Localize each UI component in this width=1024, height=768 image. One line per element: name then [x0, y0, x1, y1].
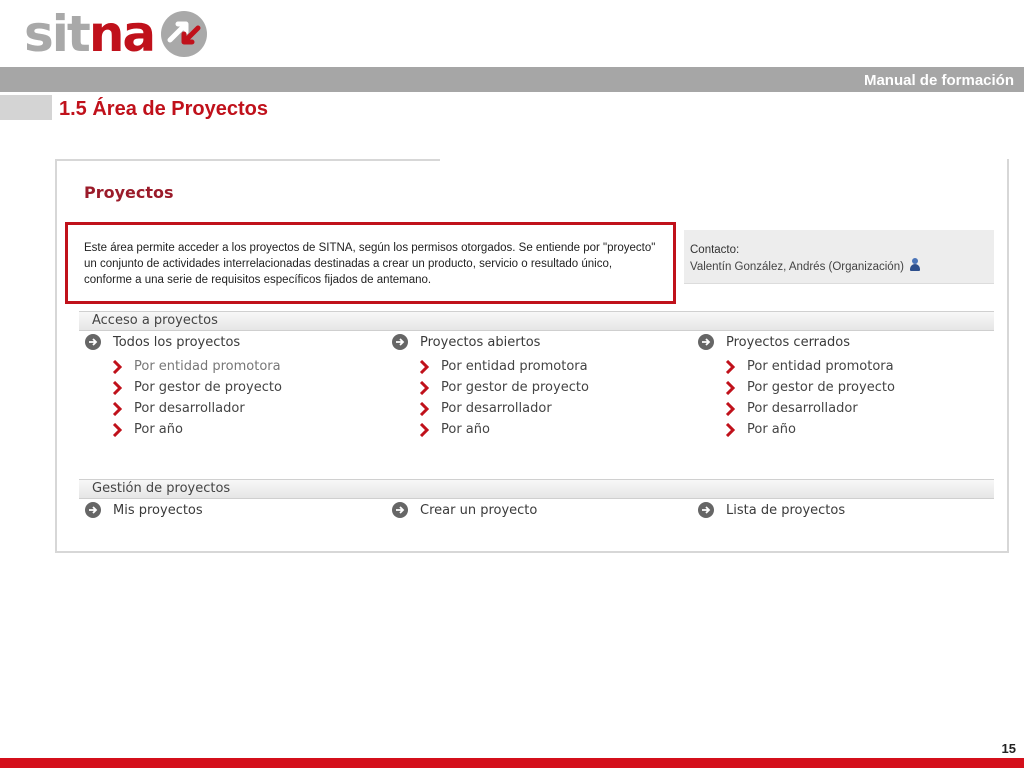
- chevron-right-icon: [725, 402, 735, 416]
- logo-text-red: na: [88, 5, 155, 63]
- chevron-right-icon: [112, 423, 122, 437]
- circle-arrow-icon: [698, 334, 714, 350]
- chevron-right-icon: [112, 402, 122, 416]
- project-list-link[interactable]: [698, 500, 998, 520]
- contact-person-link[interactable]: Valentín González, Andrés (Organización): [690, 261, 904, 273]
- logo-text-grey: sit: [24, 5, 89, 63]
- col-open-projects: [392, 332, 692, 440]
- footer-bar: [0, 758, 1024, 768]
- person-icon[interactable]: [910, 258, 920, 271]
- page-number: 15: [1001, 741, 1016, 756]
- all-by-manager-link[interactable]: [112, 377, 385, 398]
- open-by-promoter-link[interactable]: [419, 356, 692, 377]
- closed-by-manager-link[interactable]: [725, 377, 998, 398]
- circle-arrow-icon: [698, 502, 714, 518]
- my-projects-link[interactable]: [85, 500, 385, 520]
- all-by-developer-link[interactable]: [112, 398, 385, 419]
- closed-by-year-link[interactable]: [725, 419, 998, 440]
- col-closed-projects: [698, 332, 998, 440]
- contact-box: [684, 230, 994, 284]
- page-title: 1.5 Área de Proyectos: [59, 98, 268, 120]
- all-by-promoter-link[interactable]: [112, 356, 385, 377]
- all-by-year-link[interactable]: [112, 419, 385, 440]
- closed-by-developer-link[interactable]: [725, 398, 998, 419]
- frame-top-border: [57, 159, 440, 161]
- project-list-label: Lista de proyectos: [726, 502, 846, 518]
- contact-line: [690, 258, 994, 275]
- circle-arrow-icon: [392, 502, 408, 518]
- contact-label: Contacto:: [690, 244, 740, 256]
- sub-item-label: Por entidad promotora: [441, 359, 588, 374]
- col-all-projects: [85, 332, 385, 440]
- sub-item-label: Por desarrollador: [134, 401, 245, 416]
- frame-top-border-right: [1007, 159, 1009, 161]
- chevron-right-icon: [112, 360, 122, 374]
- access-section-header: Acceso a proyectos: [79, 311, 994, 331]
- chevron-right-icon: [725, 381, 735, 395]
- open-by-manager-link[interactable]: [419, 377, 692, 398]
- sub-item-label: Por desarrollador: [747, 401, 858, 416]
- create-project-link[interactable]: [392, 500, 692, 520]
- sitna-logo: [24, 6, 208, 62]
- open-projects-link[interactable]: [392, 332, 692, 352]
- closed-projects-label: Proyectos cerrados: [726, 334, 850, 350]
- description-line-1: Este área permite acceder a los proyectos de SITNA, según los permisos otorgados. Se entiende por "proyecto": [84, 242, 656, 254]
- sub-item-label: Por año: [441, 422, 490, 437]
- description-line-3: conforme a una serie de requisitos específicos fijados de antemano.: [84, 274, 432, 286]
- sub-item-label: Por entidad promotora: [134, 359, 281, 374]
- my-projects-col: [85, 500, 385, 520]
- manual-label: Manual de formación: [863, 72, 1014, 89]
- open-by-year-link[interactable]: [419, 419, 692, 440]
- chevron-right-icon: [725, 360, 735, 374]
- circle-arrow-icon: [85, 334, 101, 350]
- closed-projects-link[interactable]: [698, 332, 998, 352]
- description-line-2: un conjunto de actividades interrelacionadas destinadas a crear un producto, servicio o resultado único,: [84, 258, 613, 270]
- management-section-header: Gestión de proyectos: [79, 479, 994, 499]
- logo-arrows-icon: [160, 10, 208, 58]
- chevron-right-icon: [419, 423, 429, 437]
- chevron-right-icon: [112, 381, 122, 395]
- open-by-developer-link[interactable]: [419, 398, 692, 419]
- description-highlight-box: [65, 222, 676, 304]
- sub-item-label: Por año: [747, 422, 796, 437]
- all-projects-link[interactable]: [85, 332, 385, 352]
- circle-arrow-icon: [85, 502, 101, 518]
- chevron-right-icon: [419, 381, 429, 395]
- sub-item-label: Por gestor de proyecto: [441, 380, 589, 395]
- sub-item-label: Por año: [134, 422, 183, 437]
- sub-item-label: Por gestor de proyecto: [134, 380, 282, 395]
- chevron-right-icon: [419, 402, 429, 416]
- circle-arrow-icon: [392, 334, 408, 350]
- projects-heading: Proyectos: [84, 183, 174, 202]
- project-list-col: [698, 500, 998, 520]
- title-side-block: [0, 95, 52, 120]
- open-projects-sublist: [419, 356, 692, 440]
- closed-by-promoter-link[interactable]: [725, 356, 998, 377]
- sub-item-label: Por entidad promotora: [747, 359, 894, 374]
- closed-projects-sublist: [725, 356, 998, 440]
- chevron-right-icon: [419, 360, 429, 374]
- sub-item-label: Por desarrollador: [441, 401, 552, 416]
- all-projects-label: Todos los proyectos: [113, 334, 241, 350]
- screenshot-frame: [55, 159, 1009, 553]
- all-projects-sublist: [112, 356, 385, 440]
- create-project-label: Crear un proyecto: [420, 502, 538, 518]
- open-projects-label: Proyectos abiertos: [420, 334, 541, 350]
- chevron-right-icon: [725, 423, 735, 437]
- my-projects-label: Mis proyectos: [113, 502, 203, 518]
- sub-item-label: Por gestor de proyecto: [747, 380, 895, 395]
- header-bar: [0, 67, 1024, 92]
- create-project-col: [392, 500, 692, 520]
